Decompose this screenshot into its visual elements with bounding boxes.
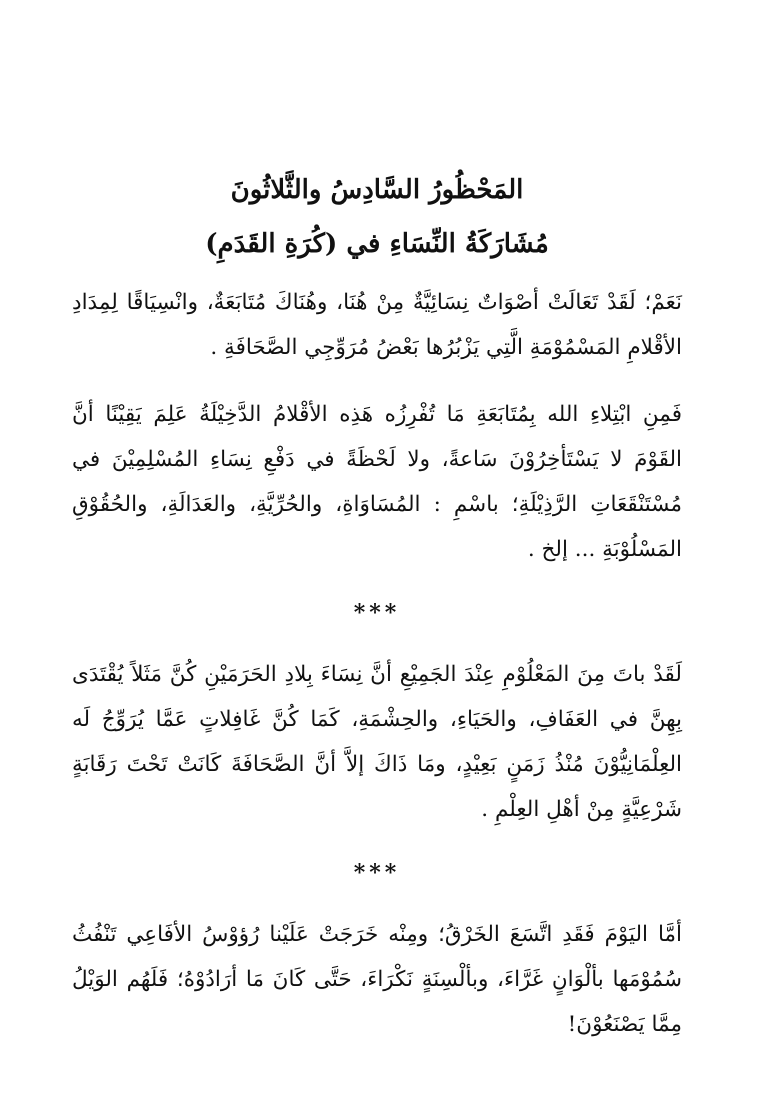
paragraph-4: أمَّا اليَوْمَ فَقَدِ اتَّسَعَ الخَرْقُ؛ ومِنْه خَرَجَتْ عَلَيْنا رُؤوْسُ الأفَاعِي تَنْفُثُ سُمُوْمَها بألْوَانٍ غَرَّاءَ، وبألْسِنَةٍ نَكْرَاءَ، حَتَّى كَانَ مَا أرَادُوْهُ؛ فَلَهُم الوَيْلُ مِمَّا يَصْنَعُوْنَ! bbox=[72, 922, 682, 1037]
chapter-subtitle: مُشَارَكَةُ النِّسَاءِ في (كُرَةِ القَدَمِ) bbox=[205, 229, 549, 259]
paragraph-2: فَمِنِ ابْتِلاءِ الله بِمُتَابَعَةِ مَا تُفْرِزُه هَذِه الأقْلامُ الدَّخِيْلَةُ عَلِمَ يَقِيْنًا أنَّ القَوْمَ لا يَسْتَأخِرُوْنَ سَاعةً، ولا لَحْظَةً في دَفْعِ نِسَاءِ المُسْلِمِيْنَ في مُسْتَنْقَعَاتِ الرَّذِيْلَةِ؛ باسْمِ : المُسَاوَاةِ، والحُرِّيَّةِ، والعَدَالَةِ، والحُقُوْقِ المَسْلُوْبَةِ ... إلخ . bbox=[72, 402, 682, 562]
chapter-title: المَحْظُورُ السَّادِسُ والثَّلاثُونَ bbox=[230, 175, 524, 205]
section-separator-2: *** bbox=[353, 860, 401, 886]
paragraph-1: نَعَمْ؛ لَقَدْ تَعَالَتْ أصْوَاتٌ نِسَائِيَّةٌ مِنْ هُنَا، وهُنَاكَ مُتَابَعَةٌ، وانْسِيَاقًا لِمِدَادِ الأقْلامِ المَسْمُوْمَةِ الَّتِي يَزْبُرُها بَعْضُ مُرَوِّجِي الصَّحَافَةِ . bbox=[72, 290, 682, 360]
section-separator-1: *** bbox=[353, 600, 401, 626]
paragraph-3: لَقَدْ باتَ مِنَ المَعْلُوْمِ عِنْدَ الجَمِيْعِ أنَّ نِسَاءَ بِلادِ الحَرَمَيْنِ كُنَّ مَثَلاً يُقْتَدَى بِهِنَّ في العَفَافِ، والحَيَاءِ، والحِشْمَةِ، كَمَا كُنَّ غَافِلاتٍ عَمَّا يُرَوِّجُ لَه العِلْمَانِيُّوْنَ مُنْذُ زَمَنٍ بَعِيْدٍ، ومَا ذَاكَ إلاَّ أنَّ الصَّحَافَةَ كَانَتْ تَحْتَ رَقَابَةٍ شَرْعِيَّةٍ مِنْ أهْلِ العِلْمِ . bbox=[72, 662, 682, 822]
